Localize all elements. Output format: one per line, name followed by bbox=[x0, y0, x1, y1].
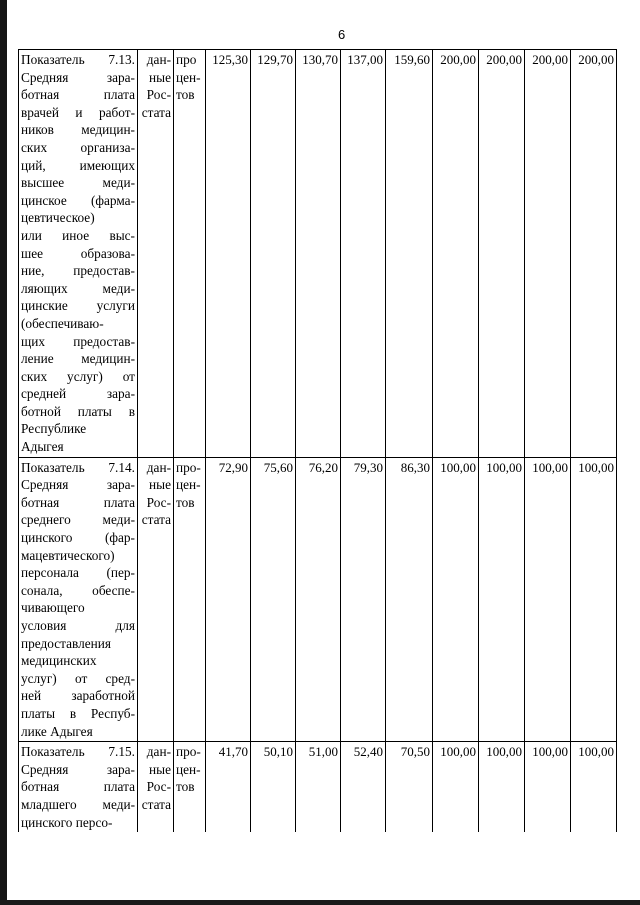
unit-cell bbox=[174, 742, 206, 832]
indicator-name-cell-line: чивающего bbox=[21, 600, 85, 616]
indicator-name-cell-line: (обеспечиваю- bbox=[21, 315, 104, 331]
value-cell: 137,00 bbox=[341, 50, 386, 458]
unit-cell-line: про- bbox=[176, 459, 201, 475]
indicator-name-cell-line: ников медицин- bbox=[21, 122, 135, 138]
value-cell: 200,00 bbox=[479, 50, 525, 458]
indicator-name-cell-line: младшего меди- bbox=[21, 796, 135, 812]
indicator-name-cell-line: Показатель 7.13. bbox=[21, 52, 135, 67]
indicator-name-cell bbox=[19, 742, 138, 832]
indicators-table bbox=[18, 49, 617, 832]
indicator-name-cell-line: ботная плата bbox=[21, 779, 135, 795]
value-cell: 75,60 bbox=[251, 457, 296, 742]
indicator-name-cell-line: услуг) от сред- bbox=[21, 670, 135, 686]
indicator-name-cell-line: Республике bbox=[21, 421, 87, 437]
scan-bottom-edge bbox=[0, 900, 640, 905]
page-number: 6 bbox=[338, 27, 346, 42]
indicator-name-cell-line: или иное выс- bbox=[21, 227, 135, 243]
unit-cell-line: про- bbox=[176, 744, 201, 760]
indicator-name-cell-line: ций, имеющих bbox=[21, 157, 135, 173]
indicator-name-cell-line: цинские услуги bbox=[21, 298, 135, 314]
indicator-name-cell-line: среднего меди- bbox=[21, 512, 135, 528]
value-cell: 100,00 bbox=[525, 457, 571, 742]
data-source-cell-line: Рос- bbox=[146, 87, 171, 103]
indicator-name-cell-line: Показатель 7.14. bbox=[21, 459, 135, 475]
indicator-name-cell-line: персонала (пер- bbox=[21, 565, 135, 581]
table-row bbox=[19, 457, 617, 742]
indicator-name-cell-line: ских организа- bbox=[21, 139, 135, 155]
indicator-name-cell bbox=[19, 50, 138, 458]
data-source-cell bbox=[138, 742, 174, 832]
indicator-name-cell-line: лике Адыгея bbox=[21, 723, 93, 739]
value-cell: 159,60 bbox=[386, 50, 433, 458]
value-cell: 100,00 bbox=[433, 742, 479, 832]
data-source-cell-line: ные bbox=[149, 477, 171, 493]
value-cell: 41,70 bbox=[206, 742, 251, 832]
value-cell: 70,50 bbox=[386, 742, 433, 832]
data-source-cell-line: дан- bbox=[146, 52, 171, 67]
indicator-name-cell-line: ление медицин- bbox=[21, 351, 135, 367]
indicator-name-cell-line: ней заработной bbox=[21, 688, 135, 704]
value-cell: 52,40 bbox=[341, 742, 386, 832]
value-cell: 51,00 bbox=[296, 742, 341, 832]
value-cell: 200,00 bbox=[571, 50, 617, 458]
indicator-name-cell-line: щих предостав- bbox=[21, 333, 135, 349]
value-cell: 130,70 bbox=[296, 50, 341, 458]
data-source-cell-line: стата bbox=[141, 104, 171, 120]
data-source-cell-line: ные bbox=[149, 69, 171, 85]
indicator-name-cell-line: цинского (фар- bbox=[21, 530, 135, 546]
data-source-cell-line: дан- bbox=[146, 459, 171, 475]
indicator-name-cell-line: условия для bbox=[21, 618, 135, 633]
indicator-name-cell-line: ских услуг) от bbox=[21, 368, 135, 384]
unit-cell-line: тов bbox=[176, 779, 195, 795]
indicator-name-cell-line: ляющих меди- bbox=[21, 280, 135, 296]
value-cell: 76,20 bbox=[296, 457, 341, 742]
indicator-name-cell-line: врачей и работ- bbox=[21, 104, 135, 120]
unit-cell-line: цен- bbox=[176, 69, 201, 85]
indicator-name-cell-line: ботной платы в bbox=[21, 403, 135, 419]
indicator-name-cell-line: платы в Респуб- bbox=[21, 705, 135, 721]
value-cell: 50,10 bbox=[251, 742, 296, 832]
unit-cell bbox=[174, 457, 206, 742]
table-row bbox=[19, 50, 617, 458]
unit-cell-line: тов bbox=[176, 87, 195, 103]
value-cell: 100,00 bbox=[571, 457, 617, 742]
data-source-cell-line: дан- bbox=[146, 744, 171, 760]
indicator-name-cell-line: ботная плата bbox=[21, 87, 135, 103]
value-cell: 129,70 bbox=[251, 50, 296, 458]
indicator-name-cell-line: высшее меди- bbox=[21, 175, 135, 191]
indicator-name-cell-line: мацевтического) bbox=[21, 547, 115, 563]
data-source-cell-line: Рос- bbox=[146, 779, 171, 795]
indicator-name-cell-line: цинского персо- bbox=[21, 814, 113, 830]
value-cell: 86,30 bbox=[386, 457, 433, 742]
indicator-name-cell-line: Средняя зара- bbox=[21, 761, 135, 777]
value-cell: 100,00 bbox=[571, 742, 617, 832]
value-cell: 200,00 bbox=[525, 50, 571, 458]
indicator-name-cell-line: предоставления bbox=[21, 635, 112, 651]
indicator-name-cell-line: цинское (фарма- bbox=[21, 192, 135, 208]
data-source-cell-line: ные bbox=[149, 761, 171, 777]
value-cell: 100,00 bbox=[433, 457, 479, 742]
unit-cell-line: про bbox=[176, 52, 197, 67]
scan-edge-bar bbox=[0, 0, 7, 905]
indicator-name-cell-line: Адыгея bbox=[21, 439, 64, 455]
indicator-name-cell-line: сонала, обеспе- bbox=[21, 582, 135, 598]
unit-cell-line: цен- bbox=[176, 761, 201, 777]
indicator-name-cell-line: ботная плата bbox=[21, 494, 135, 510]
data-source-cell bbox=[138, 457, 174, 742]
table-row bbox=[19, 742, 617, 832]
value-cell: 100,00 bbox=[525, 742, 571, 832]
value-cell: 72,90 bbox=[206, 457, 251, 742]
value-cell: 200,00 bbox=[433, 50, 479, 458]
indicator-name-cell-line: медицинских bbox=[21, 653, 97, 669]
data-source-cell-line: стата bbox=[141, 512, 171, 528]
data-source-cell-line: Рос- bbox=[146, 494, 171, 510]
indicator-name-cell-line: ние, предостав- bbox=[21, 263, 135, 279]
indicator-name-cell-line: цевтическое) bbox=[21, 210, 95, 226]
indicator-name-cell bbox=[19, 457, 138, 742]
data-source-cell-line: стата bbox=[141, 796, 171, 812]
indicator-name-cell-line: Показатель 7.15. bbox=[21, 744, 135, 760]
unit-cell-line: тов bbox=[176, 494, 195, 510]
indicator-name-cell-line: Средняя зара- bbox=[21, 69, 135, 85]
value-cell: 79,30 bbox=[341, 457, 386, 742]
indicator-name-cell-line: средней зара- bbox=[21, 386, 135, 402]
unit-cell-line: цен- bbox=[176, 477, 201, 493]
value-cell: 100,00 bbox=[479, 742, 525, 832]
unit-cell bbox=[174, 50, 206, 458]
value-cell: 125,30 bbox=[206, 50, 251, 458]
indicator-name-cell-line: шее образова- bbox=[21, 245, 135, 261]
data-source-cell bbox=[138, 50, 174, 458]
indicator-name-cell-line: Средняя зара- bbox=[21, 477, 135, 493]
value-cell: 100,00 bbox=[479, 457, 525, 742]
